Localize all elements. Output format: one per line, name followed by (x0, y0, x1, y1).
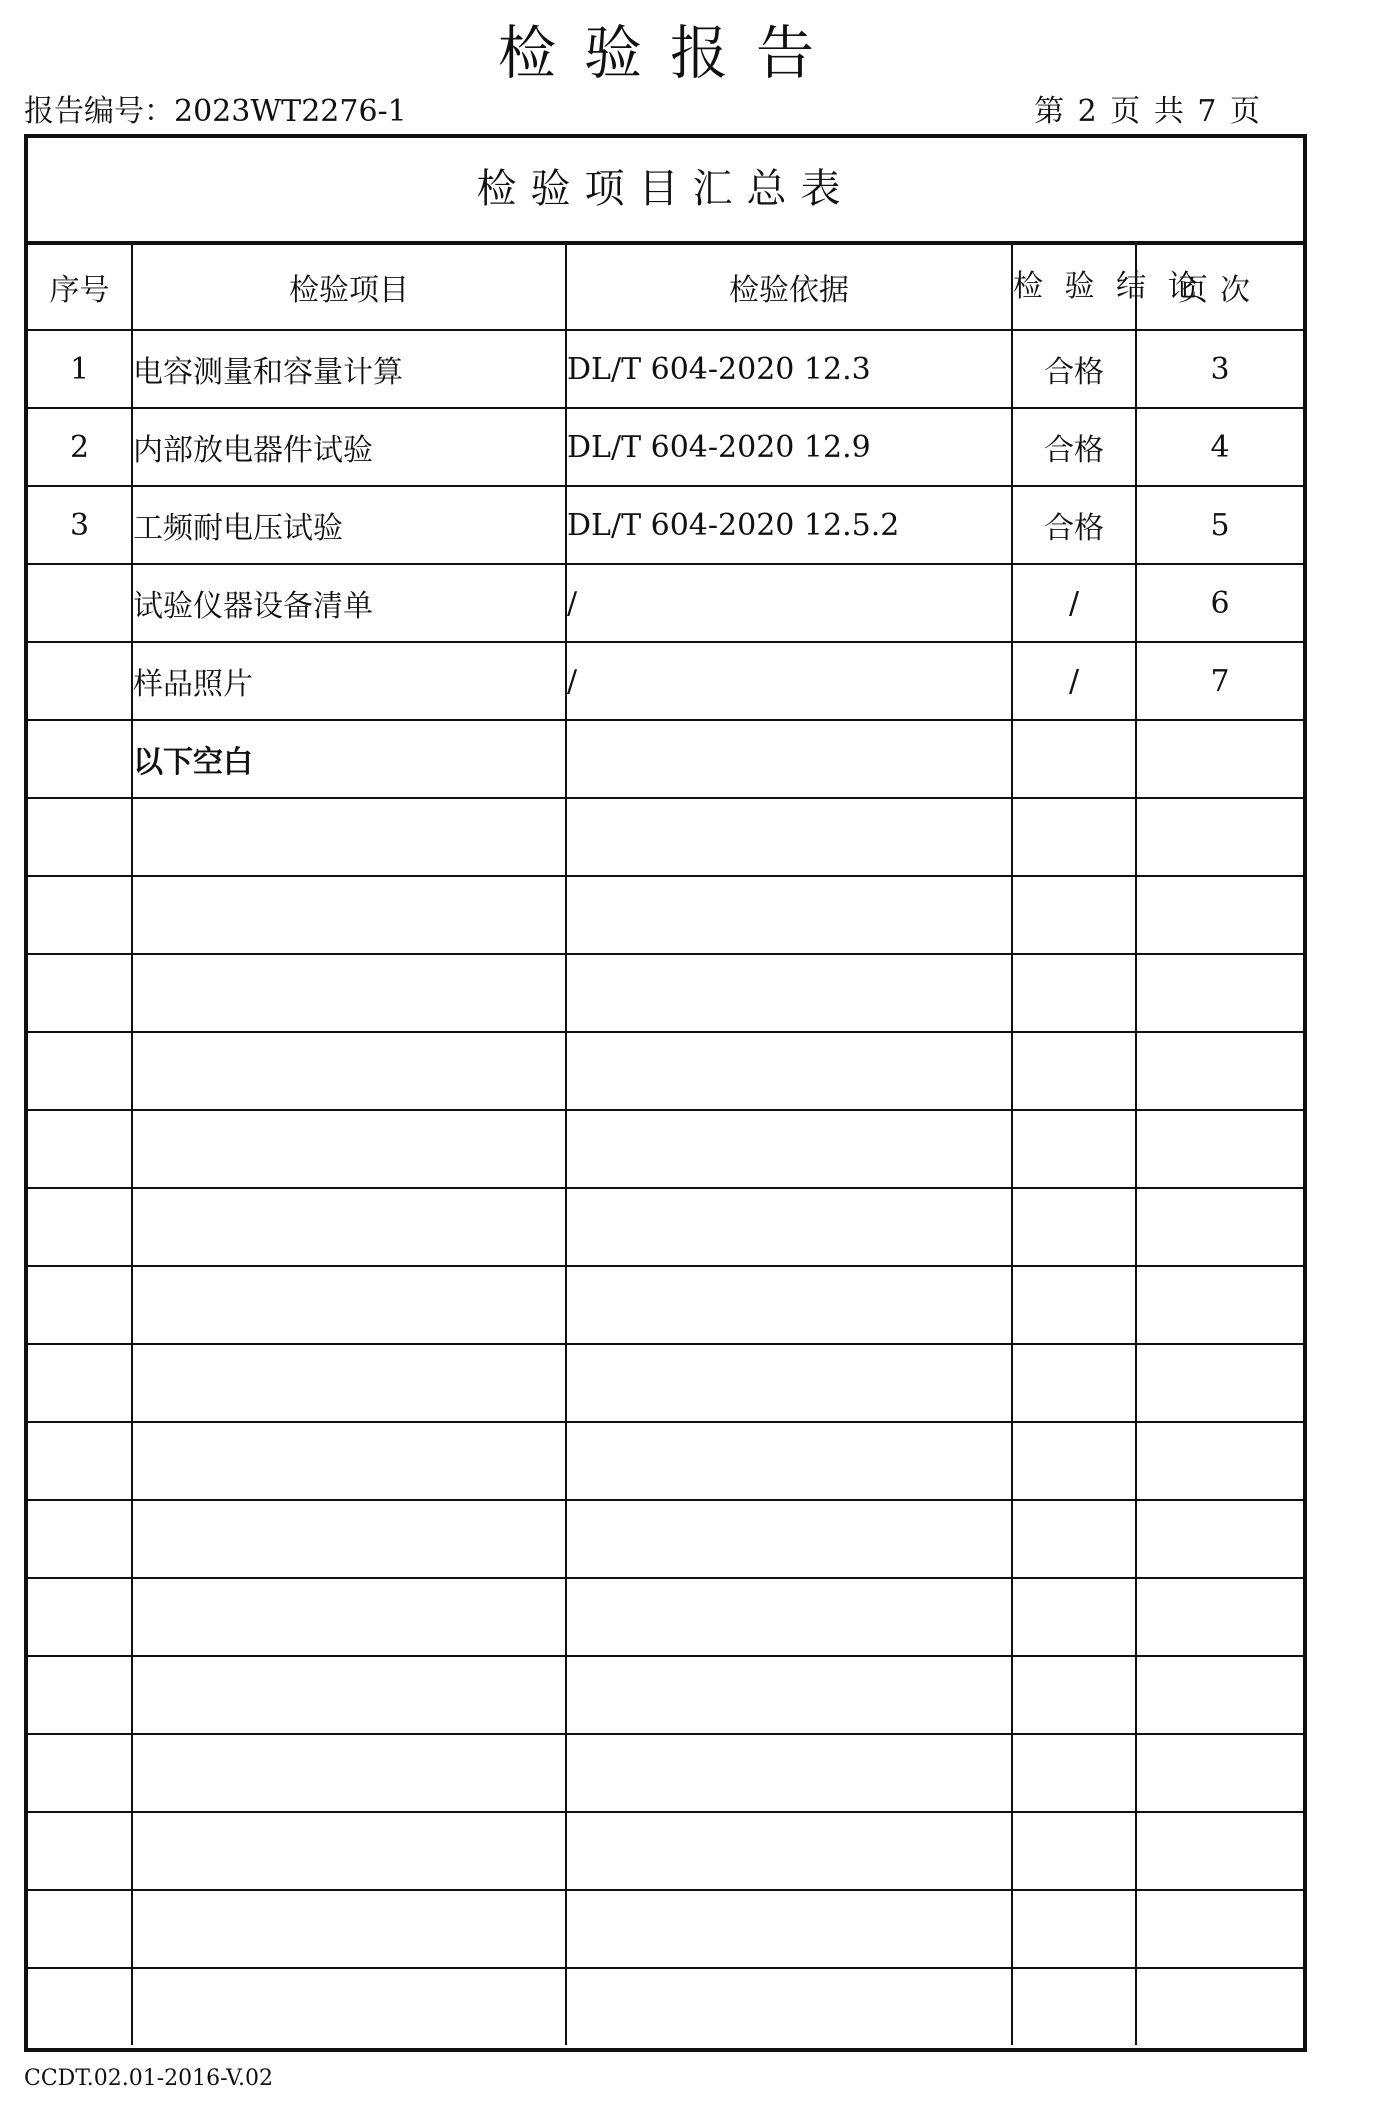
empty-cell (132, 1188, 566, 1266)
empty-cell (566, 1188, 1012, 1266)
empty-cell (1136, 1500, 1303, 1578)
cell-item: 工频耐电压试验 (132, 486, 566, 564)
empty-cell (1136, 1578, 1303, 1656)
empty-cell (132, 798, 566, 876)
header-conclusion: 检 验 结 论 (1012, 245, 1136, 330)
empty-table-row (28, 1656, 1303, 1734)
empty-table-row (28, 1500, 1303, 1578)
empty-cell (132, 1500, 566, 1578)
empty-cell (1136, 876, 1303, 954)
empty-cell (1136, 1110, 1303, 1188)
empty-cell (566, 1812, 1012, 1890)
empty-cell (1136, 1656, 1303, 1734)
cell-page: 4 (1136, 408, 1303, 486)
empty-cell (566, 1578, 1012, 1656)
cell-item: 试验仪器设备清单 (132, 564, 566, 642)
empty-table-row (28, 1344, 1303, 1422)
table-row (28, 564, 1303, 642)
cell-conclusion: 合格 (1012, 408, 1136, 486)
empty-table-row (28, 1890, 1303, 1968)
empty-cell (28, 1188, 132, 1266)
table-row (28, 642, 1303, 720)
cell-no (28, 564, 132, 642)
empty-cell (1012, 1656, 1136, 1734)
empty-table-row (28, 954, 1303, 1032)
empty-cell (566, 876, 1012, 954)
empty-cell (566, 1656, 1012, 1734)
empty-cell (1012, 1890, 1136, 1968)
empty-cell (28, 1422, 132, 1500)
empty-cell (1136, 798, 1303, 876)
empty-cell (132, 1578, 566, 1656)
table-row (28, 486, 1303, 564)
cell-basis: / (566, 642, 1012, 720)
cell-conclusion: 合格 (1012, 330, 1136, 408)
empty-table-row (28, 1734, 1303, 1812)
cell-conclusion: / (1012, 642, 1136, 720)
empty-cell (1012, 1032, 1136, 1110)
empty-cell (566, 1500, 1012, 1578)
cell-basis: DL/T 604-2020 12.5.2 (566, 486, 1012, 564)
empty-cell (132, 1422, 566, 1500)
header-item: 检验项目 (132, 245, 566, 330)
empty-cell (1012, 1578, 1136, 1656)
empty-cell (566, 798, 1012, 876)
table-title: 检验项目汇总表 (28, 138, 1303, 245)
table-row (28, 720, 1303, 798)
empty-cell (28, 1344, 132, 1422)
empty-cell (1012, 1344, 1136, 1422)
empty-cell (1012, 876, 1136, 954)
empty-cell (1012, 1266, 1136, 1344)
empty-cell (28, 1656, 132, 1734)
empty-cell (566, 1344, 1012, 1422)
empty-cell (132, 1890, 566, 1968)
empty-cell (1136, 1188, 1303, 1266)
empty-cell (1012, 1422, 1136, 1500)
table-row (28, 330, 1303, 408)
empty-cell (132, 876, 566, 954)
empty-cell (1012, 1500, 1136, 1578)
table-row (28, 408, 1303, 486)
empty-cell (28, 1890, 132, 1968)
empty-table-row (28, 1968, 1303, 2045)
cell-item: 内部放电器件试验 (132, 408, 566, 486)
cell-basis: / (566, 564, 1012, 642)
empty-cell (132, 954, 566, 1032)
empty-cell (1136, 1422, 1303, 1500)
cell-no (28, 642, 132, 720)
empty-cell (566, 1266, 1012, 1344)
empty-cell (28, 1968, 132, 2045)
table-header-row (28, 245, 1303, 330)
empty-cell (28, 1266, 132, 1344)
cell-conclusion (1012, 720, 1136, 798)
empty-cell (566, 954, 1012, 1032)
empty-cell (132, 1656, 566, 1734)
empty-cell (1012, 1812, 1136, 1890)
cell-page: 5 (1136, 486, 1303, 564)
summary-table (28, 245, 1303, 2045)
empty-table-row (28, 1812, 1303, 1890)
empty-cell (132, 1266, 566, 1344)
page-info: 第 2 页 共 7 页 (1034, 94, 1260, 129)
header-page: 页次 (1136, 245, 1303, 330)
cell-basis (566, 720, 1012, 798)
empty-cell (28, 798, 132, 876)
empty-cell (1136, 1032, 1303, 1110)
cell-page (1136, 720, 1303, 798)
cell-page: 6 (1136, 564, 1303, 642)
empty-cell (28, 1578, 132, 1656)
cell-page: 7 (1136, 642, 1303, 720)
cell-conclusion: 合格 (1012, 486, 1136, 564)
empty-cell (28, 1812, 132, 1890)
cell-no: 2 (28, 408, 132, 486)
header-no: 序号 (28, 245, 132, 330)
cell-no: 1 (28, 330, 132, 408)
empty-table-row (28, 1422, 1303, 1500)
empty-cell (566, 1890, 1012, 1968)
report-title: 检验报告 (497, 19, 842, 87)
empty-cell (132, 1812, 566, 1890)
empty-cell (566, 1032, 1012, 1110)
empty-cell (132, 1032, 566, 1110)
empty-cell (28, 876, 132, 954)
empty-table-row (28, 1032, 1303, 1110)
empty-cell (28, 954, 132, 1032)
empty-cell (28, 1032, 132, 1110)
empty-cell (1136, 1812, 1303, 1890)
empty-cell (132, 1110, 566, 1188)
empty-cell (566, 1110, 1012, 1188)
empty-table-row (28, 1110, 1303, 1188)
empty-cell (1136, 1968, 1303, 2045)
empty-cell (1012, 1110, 1136, 1188)
cell-basis: DL/T 604-2020 12.3 (566, 330, 1012, 408)
cell-basis: DL/T 604-2020 12.9 (566, 408, 1012, 486)
empty-table-row (28, 1578, 1303, 1656)
empty-cell (132, 1344, 566, 1422)
empty-cell (28, 1500, 132, 1578)
summary-frame (24, 134, 1307, 2052)
form-code: CCDT.02.01-2016-V.02 (24, 2066, 274, 2091)
empty-cell (566, 1422, 1012, 1500)
empty-cell (1012, 954, 1136, 1032)
empty-cell (566, 1968, 1012, 2045)
empty-cell (1136, 1734, 1303, 1812)
empty-cell (566, 1734, 1012, 1812)
cell-item: 样品照片 (132, 642, 566, 720)
empty-table-row (28, 1266, 1303, 1344)
cell-page: 3 (1136, 330, 1303, 408)
empty-cell (28, 1110, 132, 1188)
empty-cell (1136, 1890, 1303, 1968)
header-basis: 检验依据 (566, 245, 1012, 330)
table-body (28, 330, 1303, 2045)
cell-conclusion: / (1012, 564, 1136, 642)
empty-cell (1012, 798, 1136, 876)
empty-table-row (28, 1188, 1303, 1266)
empty-table-row (28, 798, 1303, 876)
cell-no (28, 720, 132, 798)
cell-no: 3 (28, 486, 132, 564)
cell-item: 电容测量和容量计算 (132, 330, 566, 408)
empty-cell (1012, 1734, 1136, 1812)
empty-table-row (28, 876, 1303, 954)
empty-cell (1136, 1344, 1303, 1422)
empty-cell (132, 1968, 566, 2045)
empty-cell (1012, 1968, 1136, 2045)
empty-cell (1136, 1266, 1303, 1344)
empty-cell (1012, 1188, 1136, 1266)
report-number: 报告编号：2023WT2276-1 (24, 94, 407, 129)
empty-cell (1136, 954, 1303, 1032)
cell-item-end-marker: 以下空白 (132, 720, 566, 798)
empty-cell (28, 1734, 132, 1812)
empty-cell (132, 1734, 566, 1812)
